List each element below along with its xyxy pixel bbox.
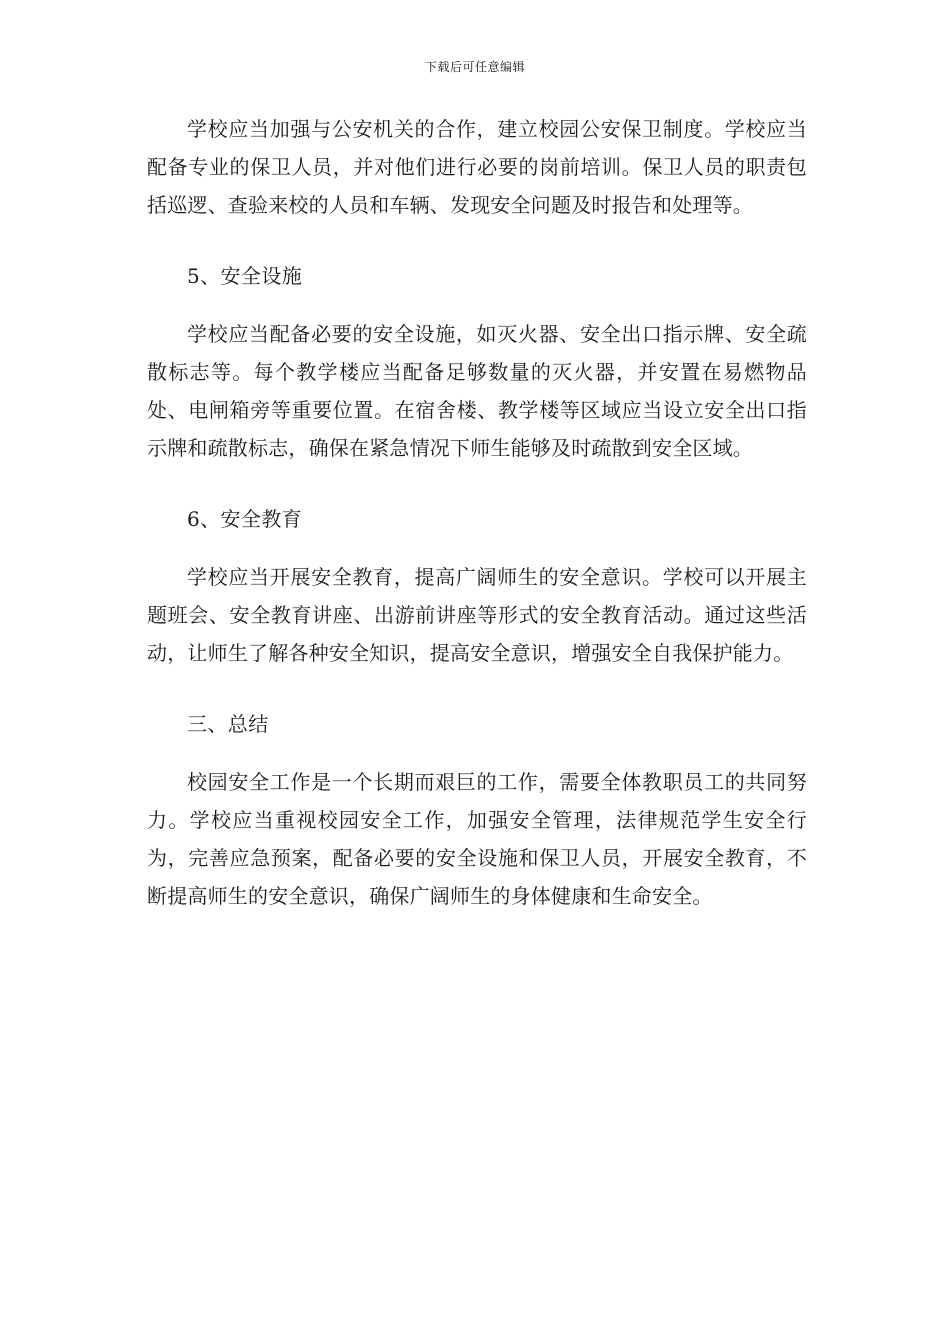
- section-heading-summary: 三、总结: [187, 712, 269, 736]
- document-body: [147, 110, 807, 915]
- section-heading-facilities: 5、安全设施: [187, 264, 303, 288]
- spacer: [147, 538, 807, 558]
- page-header-note: 下载后可任意编辑: [424, 60, 525, 74]
- paragraph-education: 学校应当开展安全教育，提高广阔师生的安全意识。学校可以开展主题班会、安全教育讲座、出游前讲座等形式的安全教育活动。通过这些活动，让师生了解各种安全知识，提高安全意识，增强安全自我保护能力。: [147, 565, 807, 665]
- spacer: [147, 672, 807, 705]
- paragraph-security-staff: 学校应当加强与公安机关的合作，建立校园公安保卫制度。学校应当配备专业的保卫人员，并对他们进行必要的岗前培训。保卫人员的职责包括巡逻、查验来校的人员和车辆、发现安全问题及时报告和处理等。: [147, 117, 807, 217]
- spacer: [147, 295, 807, 315]
- paragraph-facilities: 学校应当配备必要的安全设施，如灭火器、安全出口指示牌、安全疏散标志等。每个教学楼应当配备足够数量的灭火器，并安置在易燃物品处、电闸箱旁等重要位置。在宿舍楼、教学楼等区域应当设立安全出口指示牌和疏散标志，确保在紧急情况下师生能够及时疏散到安全区域。: [147, 322, 807, 460]
- spacer: [147, 224, 807, 257]
- spacer: [147, 743, 807, 763]
- section-heading-education: 6、安全教育: [187, 507, 303, 531]
- paragraph-summary: 校园安全工作是一个长期而艰巨的工作，需要全体教职员工的共同努力。学校应当重视校园安全工作，加强安全管理，法律规范学生安全行为，完善应急预案，配备必要的安全设施和保卫人员，开展安全教育，不断提高师生的安全意识，确保广阔师生的身体健康和生命安全。: [147, 770, 807, 908]
- spacer: [147, 467, 807, 500]
